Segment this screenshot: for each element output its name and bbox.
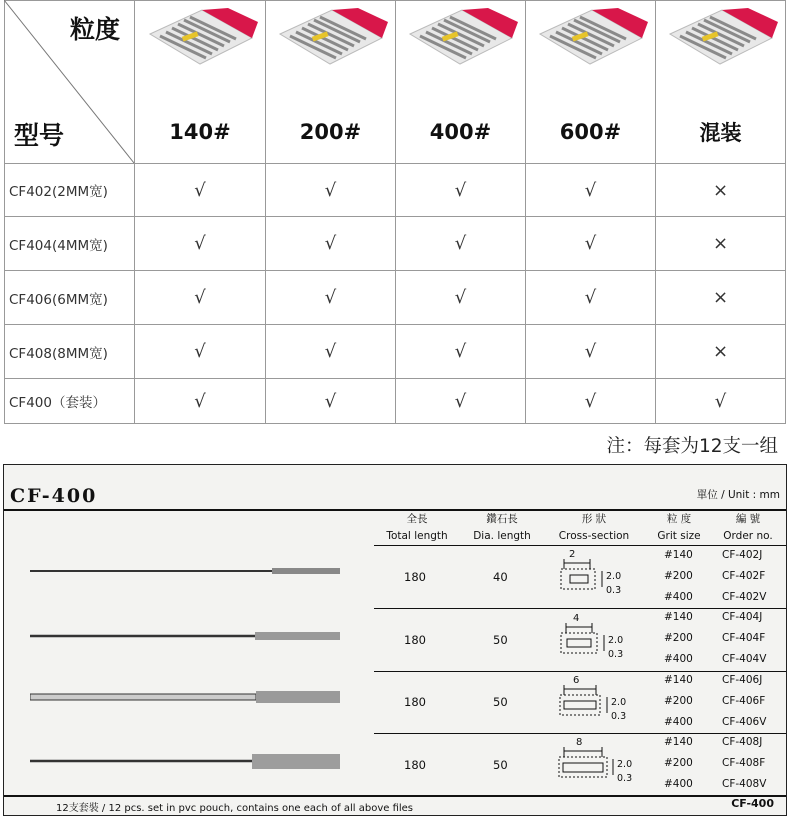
grit-value: #400 [664, 653, 693, 665]
section-width: 4 [573, 613, 580, 624]
compat-mark: × [712, 233, 729, 254]
order-number: CF-406J [722, 674, 763, 686]
compat-mark: √ [454, 287, 467, 308]
dia-length-value: 50 [493, 633, 508, 647]
column-header: 200# [299, 119, 362, 144]
compat-mark: √ [194, 390, 206, 412]
footer-rule [4, 795, 786, 797]
column-header: 140# [169, 119, 231, 144]
section-thickness: 2.0 [611, 697, 627, 708]
model-cell: CF406(6MM宽) [9, 291, 108, 308]
dia-length-value: 50 [493, 758, 508, 772]
order-number: CF-402V [722, 591, 767, 603]
compat-mark: √ [584, 390, 597, 412]
section-width: 6 [573, 675, 580, 686]
group-rule [374, 608, 786, 609]
compat-mark: √ [194, 233, 206, 254]
header-cross-section: 形 狀 Cross-section [558, 513, 630, 542]
section-thickness: 2.0 [606, 571, 622, 582]
compat-mark: √ [584, 341, 597, 362]
section-width: 8 [576, 737, 583, 748]
grid-line [785, 0, 786, 424]
compat-mark: √ [454, 341, 467, 362]
header-rule [374, 545, 786, 546]
section-edge: 0.3 [606, 585, 622, 596]
set-description: 12支套裝 / 12 pcs. set in pvc pouch, contains one each of all above files [56, 803, 414, 814]
order-number: CF-404V [722, 653, 767, 665]
product-pouch-image [142, 8, 258, 80]
compat-mark: √ [194, 287, 206, 308]
grit-axis-label: 粒度 [70, 15, 121, 44]
total-length-value: 180 [404, 758, 426, 772]
unit-label: 單位 / Unit : mm [696, 489, 780, 501]
model-cell: CF404(4MM宽) [9, 237, 108, 254]
order-number: CF-404F [722, 632, 766, 644]
catalog-title: CF-400 [10, 485, 98, 507]
product-pouch-image [662, 8, 778, 80]
file-illustration-6mm [30, 689, 342, 705]
grid-line [4, 423, 786, 424]
compat-mark: √ [584, 233, 597, 254]
compat-mark: √ [194, 179, 206, 201]
file-illustration-8mm [30, 751, 342, 771]
compat-mark: √ [454, 390, 467, 412]
total-length-value: 180 [404, 633, 426, 647]
section-edge: 0.3 [611, 711, 627, 722]
catalog-panel [3, 464, 787, 816]
compat-mark: √ [194, 341, 206, 362]
grit-value: #400 [664, 591, 693, 603]
model-cell: CF402(2MM宽) [9, 184, 108, 200]
product-pouch-image [532, 8, 648, 80]
total-length-value: 180 [404, 695, 426, 709]
set-code: CF-400 [731, 797, 774, 810]
model-cell: CF400（套装） [9, 395, 106, 411]
grit-value: #140 [664, 549, 693, 561]
order-number: CF-408J [722, 736, 763, 748]
compat-mark: √ [324, 179, 337, 201]
product-pouch-image [272, 8, 388, 80]
model-axis-label: 型号 [14, 121, 65, 150]
compat-mark: √ [324, 233, 337, 254]
file-illustration-4mm [30, 629, 342, 643]
group-rule [374, 671, 786, 672]
compat-mark: √ [714, 390, 727, 412]
order-number: CF-408F [722, 757, 766, 769]
header-total-length: 全長 Total length [386, 513, 448, 542]
order-number: CF-402J [722, 549, 763, 561]
grit-value: #200 [664, 632, 693, 644]
compat-mark: √ [454, 233, 467, 254]
order-number: CF-406F [722, 695, 766, 707]
grit-value: #400 [664, 716, 693, 728]
section-thickness: 2.0 [608, 635, 624, 646]
dia-length-value: 50 [493, 695, 508, 709]
section-width: 2 [569, 549, 576, 560]
grit-value: #140 [664, 736, 693, 748]
order-number: CF-408V [722, 778, 767, 790]
column-header: 600# [559, 119, 622, 144]
set-note: 注：每套为12支一组 [606, 436, 778, 457]
grit-value: #200 [664, 695, 693, 707]
order-number: CF-404J [722, 611, 763, 623]
grit-model-table [4, 0, 786, 424]
compat-mark: √ [454, 179, 467, 201]
grit-value: #400 [664, 778, 693, 790]
compat-mark: × [712, 287, 729, 308]
section-edge: 0.3 [617, 773, 633, 784]
grit-value: #200 [664, 757, 693, 769]
model-cell: CF408(8MM宽) [9, 345, 108, 362]
order-number: CF-402F [722, 570, 766, 582]
section-thickness: 2.0 [617, 759, 633, 770]
compat-mark: × [712, 341, 729, 362]
section-edge: 0.3 [608, 649, 624, 660]
cross-section-4mm [558, 613, 638, 663]
compat-mark: √ [584, 287, 597, 308]
compat-mark: √ [324, 287, 337, 308]
grit-value: #140 [664, 611, 693, 623]
compat-mark: √ [324, 341, 337, 362]
product-pouch-image [402, 8, 518, 80]
compat-mark: × [712, 179, 729, 201]
column-header: 400# [429, 119, 492, 144]
header-order-no: 編 號 Order no. [723, 513, 773, 542]
total-length-value: 180 [404, 570, 426, 584]
dia-length-value: 40 [493, 570, 508, 584]
header-dia-length: 鑽石長 Dia. length [473, 513, 531, 542]
compat-mark: √ [584, 179, 597, 201]
compat-mark: √ [324, 390, 337, 412]
column-header: 混装 [699, 120, 742, 145]
file-illustration-2mm [30, 565, 342, 577]
grit-value: #200 [664, 570, 693, 582]
header-grit-size: 粒 度 Grit size [657, 513, 701, 542]
order-number: CF-406V [722, 716, 767, 728]
grit-value: #140 [664, 674, 693, 686]
group-rule [374, 733, 786, 734]
